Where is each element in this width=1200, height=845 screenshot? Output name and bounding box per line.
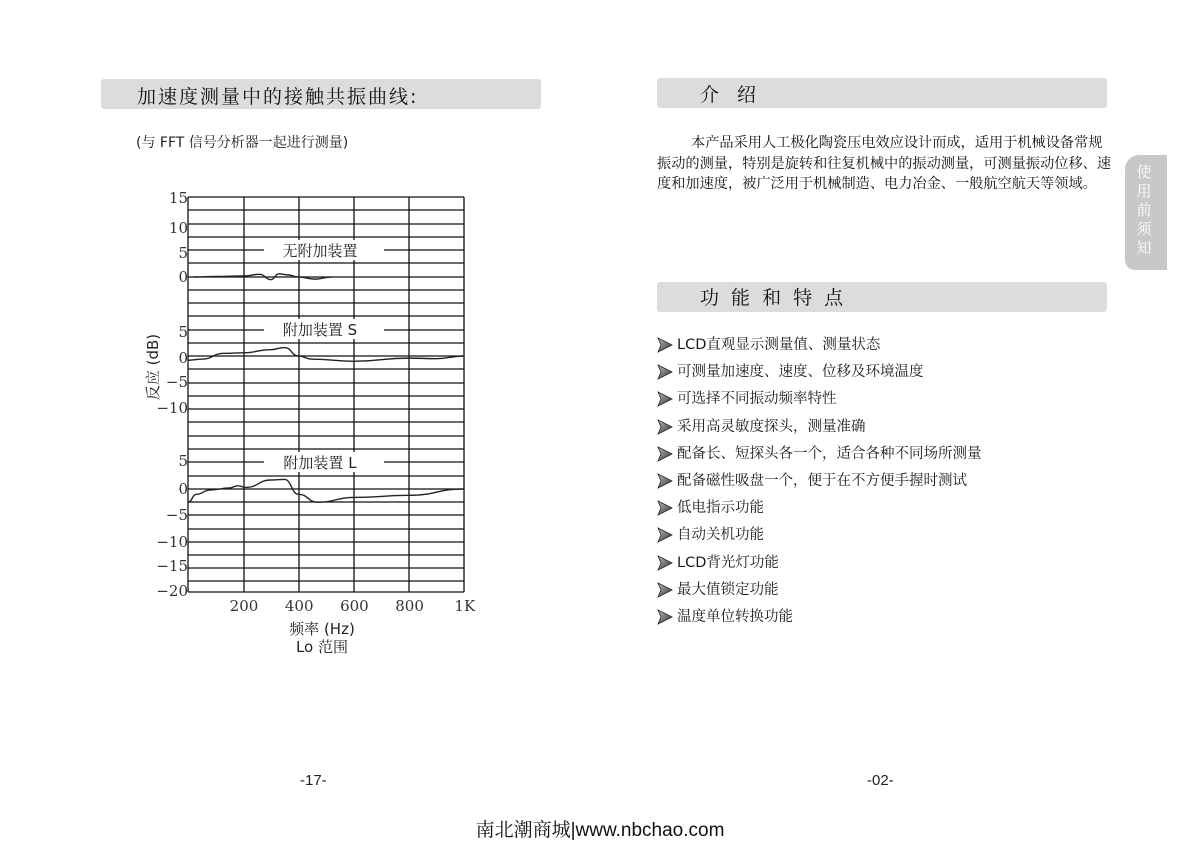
section-title-features: 功 能 和 特 点 — [700, 287, 847, 309]
arrow-bullet-icon — [656, 419, 674, 435]
feature-item-label: 可选择不同振动频率特性 — [677, 391, 837, 408]
arrow-bullet-icon — [656, 364, 674, 380]
feature-item-label: 采用高灵敏度探头，测量准确 — [677, 418, 866, 435]
feature-item — [656, 471, 982, 498]
intro-paragraph-text: 本产品采用人工极化陶瓷压电效应设计而成，适用于机械设备常规振动的测量，特别是旋转和往复机械中的振动测量，可测量振动位移、速度和加速度，被广泛用于机械制造、电力冶金、一般航空航天等领域。 — [657, 135, 1112, 192]
arrow-bullet-icon — [656, 473, 674, 489]
svg-text:−5: −5 — [165, 506, 188, 524]
feature-item — [656, 417, 982, 444]
feature-item-label: 最大值锁定功能 — [677, 581, 779, 598]
resonance-chart — [0, 0, 600, 680]
svg-text:5: 5 — [178, 323, 188, 341]
arrow-bullet-icon — [656, 527, 674, 543]
measurement-note: (与 FFT 信号分析器一起进行测量) — [136, 135, 349, 151]
feature-item-label: 配备磁性吸盘一个，便于在不方便手握时测试 — [677, 472, 967, 489]
feature-item-label: 可测量加速度、速度、位移及环境温度 — [677, 364, 924, 381]
svg-text:0: 0 — [178, 480, 188, 498]
feature-item-label: 自动关机功能 — [677, 527, 764, 544]
svg-text:−15: −15 — [156, 557, 188, 575]
chart-y-axis-label: 反应 (dB) — [144, 333, 162, 401]
arrow-bullet-icon — [656, 337, 674, 353]
feature-item — [656, 607, 982, 634]
chart-x-axis-label: 频率 (Hz) — [289, 620, 355, 638]
svg-text:−10: −10 — [156, 533, 188, 551]
arrow-bullet-icon — [656, 391, 674, 407]
series-label: 附加装置 S — [282, 321, 358, 339]
feature-item — [656, 553, 982, 580]
feature-item — [656, 444, 982, 471]
page-number-right: -02- — [867, 772, 894, 789]
series-label: 附加装置 L — [283, 454, 357, 472]
svg-text:5: 5 — [178, 452, 188, 470]
svg-text:−5: −5 — [165, 373, 188, 391]
feature-item — [656, 525, 982, 552]
feature-item — [656, 335, 982, 362]
section-title-resonance: 加速度测量中的接触共振曲线: — [137, 86, 419, 108]
feature-item-label: 温度单位转换功能 — [677, 608, 793, 625]
feature-item — [656, 498, 982, 525]
svg-text:0: 0 — [178, 268, 188, 286]
features-list — [656, 335, 982, 634]
svg-text:1K: 1K — [454, 597, 476, 615]
chart-x-axis-sublabel: Lo 范围 — [295, 638, 349, 656]
section-title-intro: 介 绍 — [700, 84, 763, 106]
arrow-bullet-icon — [656, 609, 674, 625]
chart-x-tick-labels — [230, 597, 476, 615]
intro-paragraph — [657, 133, 1112, 195]
feature-item-label: LCD背光灯功能 — [677, 554, 779, 571]
page-number-left: -17- — [300, 772, 327, 789]
side-tab-label: 使 用 前 须 知 — [1136, 163, 1152, 257]
svg-text:0: 0 — [178, 349, 188, 367]
feature-item-label: LCD直观显示测量值、测量状态 — [677, 337, 881, 353]
arrow-bullet-icon — [656, 582, 674, 598]
arrow-bullet-icon — [656, 500, 674, 516]
svg-text:−10: −10 — [156, 399, 188, 417]
svg-text:10: 10 — [168, 219, 188, 237]
feature-item — [656, 580, 982, 607]
arrow-bullet-icon — [656, 446, 674, 462]
svg-text:200: 200 — [229, 597, 259, 615]
footer-watermark: 南北潮商城|www.nbchao.com — [475, 820, 725, 841]
svg-text:15: 15 — [168, 189, 188, 207]
svg-text:5: 5 — [178, 244, 188, 262]
arrow-bullet-icon — [656, 555, 674, 571]
feature-item — [656, 389, 982, 416]
svg-text:400: 400 — [284, 597, 314, 615]
response-curve — [188, 348, 464, 362]
feature-item-label: 低电指示功能 — [677, 500, 764, 517]
svg-text:600: 600 — [340, 597, 369, 615]
series-label: 无附加装置 — [282, 242, 358, 260]
svg-text:−20: −20 — [156, 582, 188, 600]
feature-item-label: 配备长、短探头各一个，适合各种不同场所测量 — [677, 445, 982, 462]
svg-text:800: 800 — [395, 597, 424, 615]
response-curve — [188, 479, 464, 502]
feature-item — [656, 362, 982, 389]
